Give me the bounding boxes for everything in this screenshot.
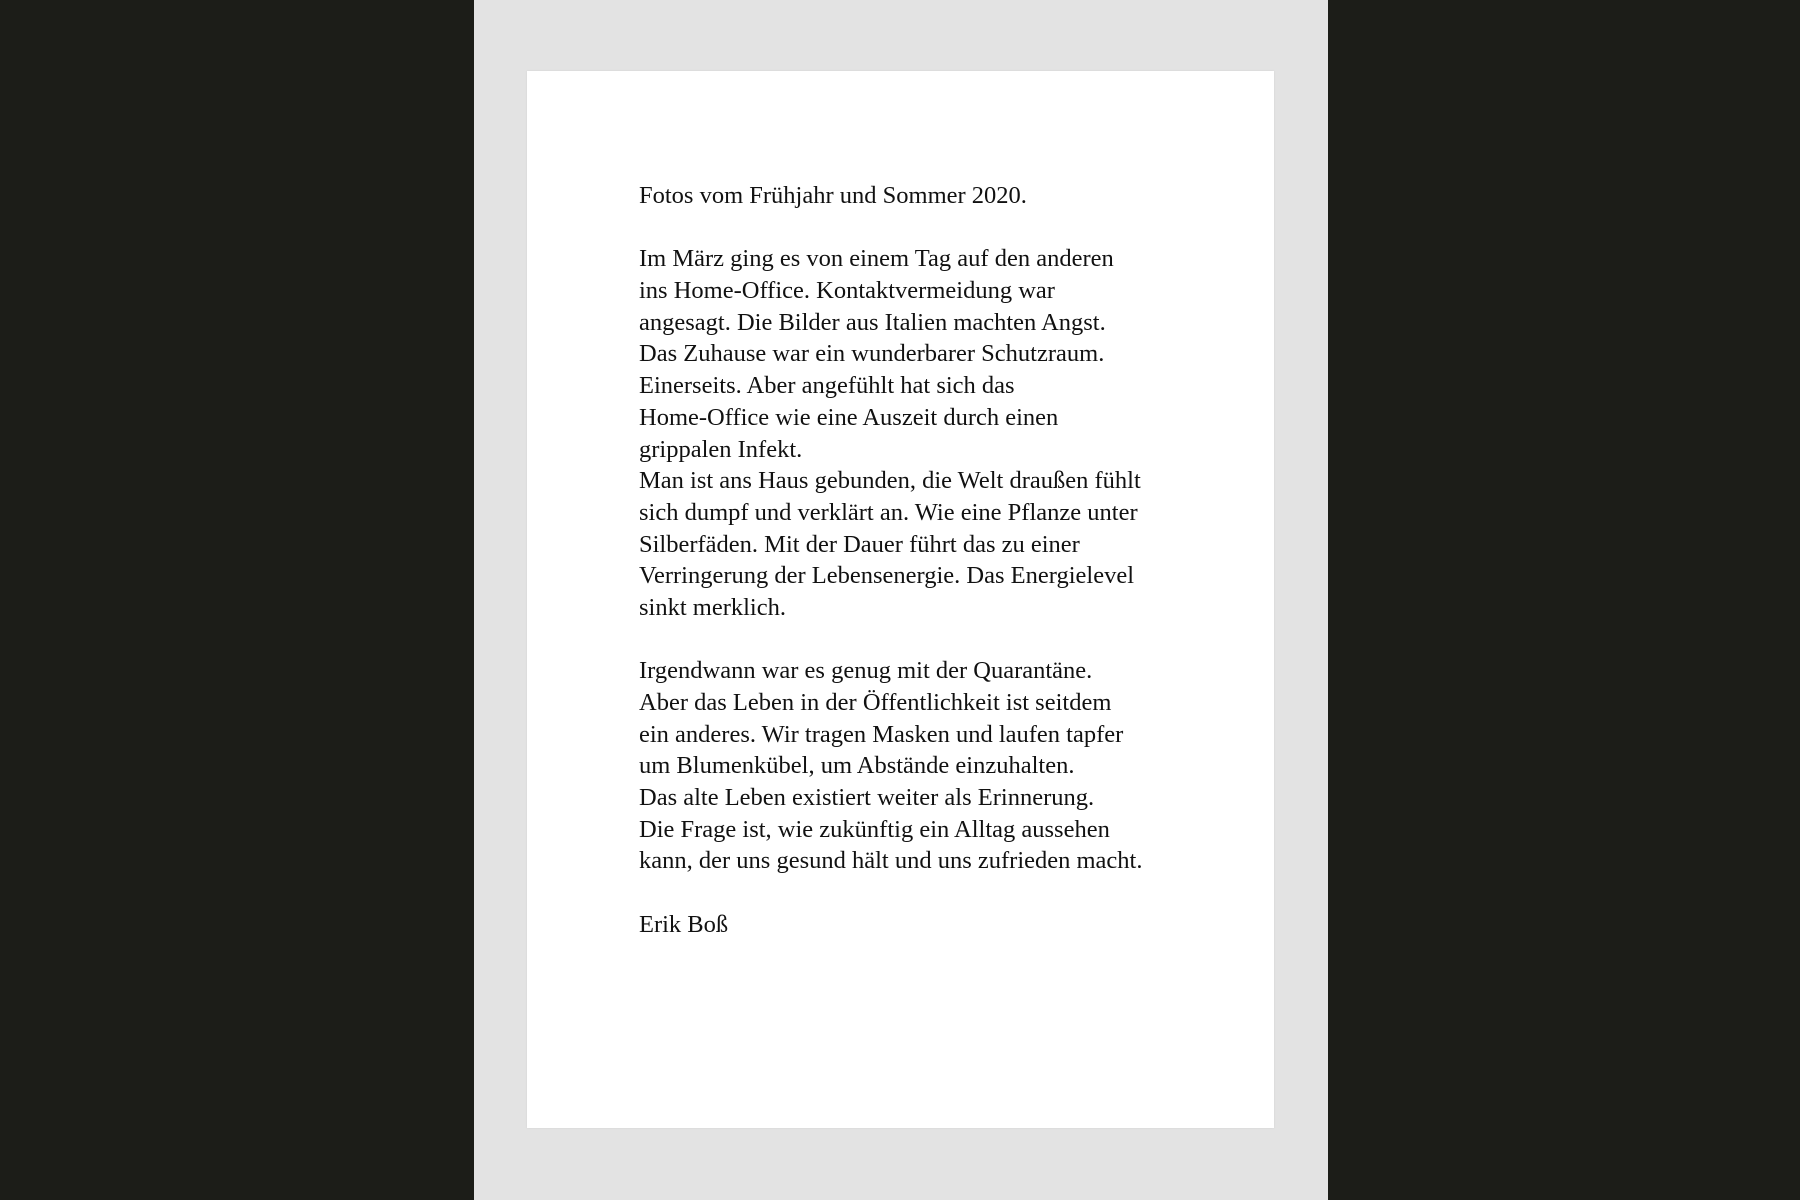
paragraph-1-line: Silberfäden. Mit der Dauer führt das zu einer xyxy=(639,530,1080,558)
gray-matte xyxy=(474,0,1328,1200)
paragraph-gap xyxy=(639,212,1239,244)
paragraph-1-line: Im März ging es von einem Tag auf den anderen xyxy=(639,245,1114,273)
paragraph-1-line: angesagt. Die Bilder aus Italien machten Angst. xyxy=(639,308,1106,336)
paragraph-1-line: Das Zuhause war ein wunderbarer Schutzraum. xyxy=(639,340,1105,368)
paragraph-2-line: Das alte Leben existiert weiter als Erinnerung. xyxy=(639,784,1095,812)
signature: Erik Boß xyxy=(639,910,729,938)
paragraph-1-line: Einerseits. Aber angefühlt hat sich das xyxy=(639,372,1015,400)
paragraph-1-line: ins Home-Office. Kontaktvermeidung war xyxy=(639,277,1055,305)
paragraph-1-line: grippalen Infekt. xyxy=(639,435,803,463)
paragraph-1-line: Home-Office wie eine Auszeit durch einen xyxy=(639,403,1059,431)
paragraph-gap xyxy=(639,877,1239,909)
document-heading: Fotos vom Frühjahr und Sommer 2020. xyxy=(639,182,1027,209)
paragraph-2-line: Aber das Leben in der Öffentlichkeit ist seitdem xyxy=(639,689,1112,716)
paragraph-1-line: sich dumpf und verklärt an. Wie eine Pflanze unter xyxy=(639,498,1138,526)
paragraph-2-line: kann, der uns gesund hält und uns zufrieden macht. xyxy=(639,847,1143,875)
paragraph-1-line: Verringerung der Lebensenergie. Das Energielevel xyxy=(639,562,1135,590)
document-text xyxy=(639,180,1239,941)
paragraph-1-line: sinkt merklich. xyxy=(639,593,786,621)
paragraph-2-line: Irgendwann war es genug mit der Quarantäne. xyxy=(639,657,1093,685)
paragraph-gap xyxy=(639,624,1239,656)
paragraph-2-line: Die Frage ist, wie zukünftig ein Alltag aussehen xyxy=(639,815,1110,843)
paragraph-1-line: Man ist ans Haus gebunden, die Welt draußen fühlt xyxy=(639,467,1141,495)
paragraph-2-line: um Blumenkübel, um Abstände einzuhalten. xyxy=(639,752,1075,780)
paragraph-2-line: ein anderes. Wir tragen Masken und laufen tapfer xyxy=(639,720,1124,748)
paper-sheet xyxy=(527,71,1274,1128)
